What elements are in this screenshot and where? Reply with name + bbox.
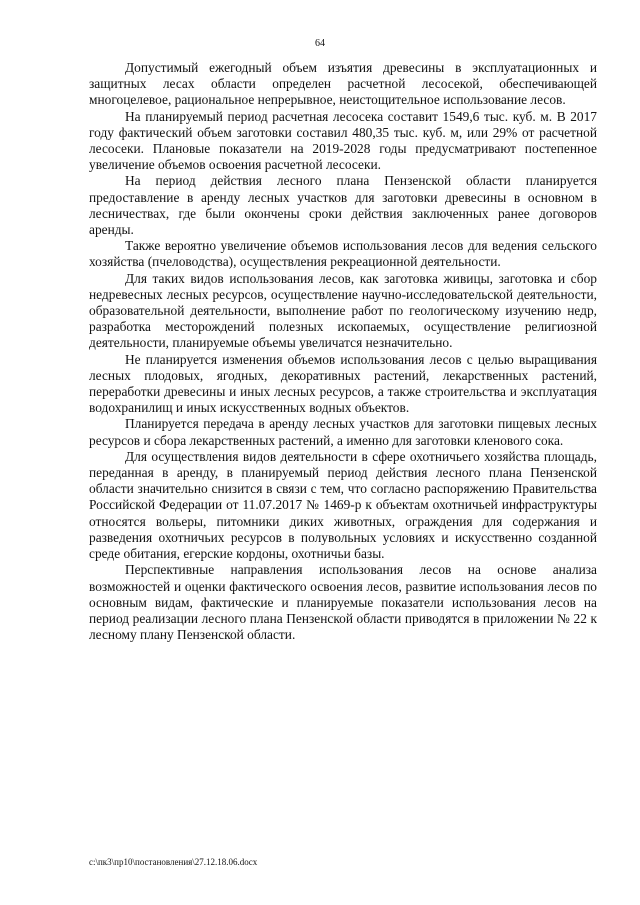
page-number: 64 xyxy=(315,38,325,49)
paragraph-no-change-uses: Не планируется изменения объемов использования лесов с целью выращивания лесных плодовых, ягодных, декоративных растений, лекарственных растений, переработки древесины и иных лесных ресурсов, а также строительства и эксплуатация водохранилищ и иных искусственных водных объектов. xyxy=(89,351,597,416)
paragraph-hunting-economy: Для осуществления видов деятельности в сфере охотничьего хозяйства площадь, переданная в аренду, в планируемый период действия лесного плана Пензенской области значительно снизится в связи с тем, что согласно распоряжению Правительства Российской Федерации от 11.07.2017 № 1469-р к объектам охотничьей инфраструктуры относятся вольеры, питомники диких животных, ограждения для содержания и разведения охотничьих ресурсов в полувольных условиях и искусственно созданной среде обитания, егерские кордоны, охотничьи базы. xyxy=(89,448,597,562)
footer-file-path: c:\пк3\пр10\постановления\27.12.18.06.docx xyxy=(89,857,258,867)
document-body xyxy=(89,60,597,643)
paragraph-prospective-directions: Перспективные направления использования лесов на основе анализа возможностей и оценки фактического освоения лесов, развитие использования лесов по основным видам, фактические и планируемые показатели использования лесов на период реализации лесного плана Пензенской области приводятся в приложении № 22 к лесному плану Пензенской области. xyxy=(89,562,597,643)
paragraph-other-uses: Для таких видов использования лесов, как заготовка живицы, заготовка и сбор недревесных лесных ресурсов, осуществление научно-исследовательской деятельности, образовательной деятельности, выполнение работ по геологическому изучению недр, разработка месторождений полезных ископаемых, осуществление религиозной деятельности, планируемые объемы увеличатся незначительно. xyxy=(89,270,597,351)
paragraph-allowable-harvest-volume: Допустимый ежегодный объем изъятия древесины в эксплуатационных и защитных лесах области определен расчетной лесосекой, обеспечивающей многоцелевое, рациональное непрерывное, неистощительное использование лесов. xyxy=(89,60,597,108)
paragraph-estimated-cutting-area: На планируемый период расчетная лесосека составит 1549,6 тыс. куб. м. В 2017 году фактический объем заготовки составил 480,35 тыс. куб. м, или 29% от расчетной лесосеки. Плановые показатели на 2019-2028 годы предусматривают постепенное увеличение объемов освоения расчетной лесосеки. xyxy=(89,108,597,173)
paragraph-agriculture-recreation: Также вероятно увеличение объемов использования лесов для ведения сельского хозяйства (пчеловодства), осуществления рекреационной деятельности. xyxy=(89,238,597,270)
paragraph-lease-for-timber: На период действия лесного плана Пензенской области планируется предоставление в аренду лесных участков для заготовки древесины в основном в лесничествах, где были окончены сроки действия заключенных ранее договоров аренды. xyxy=(89,173,597,238)
paragraph-food-resources-lease: Планируется передача в аренду лесных участков для заготовки пищевых лесных ресурсов и сбора лекарственных растений, а именно для заготовки кленового сока. xyxy=(89,416,597,448)
